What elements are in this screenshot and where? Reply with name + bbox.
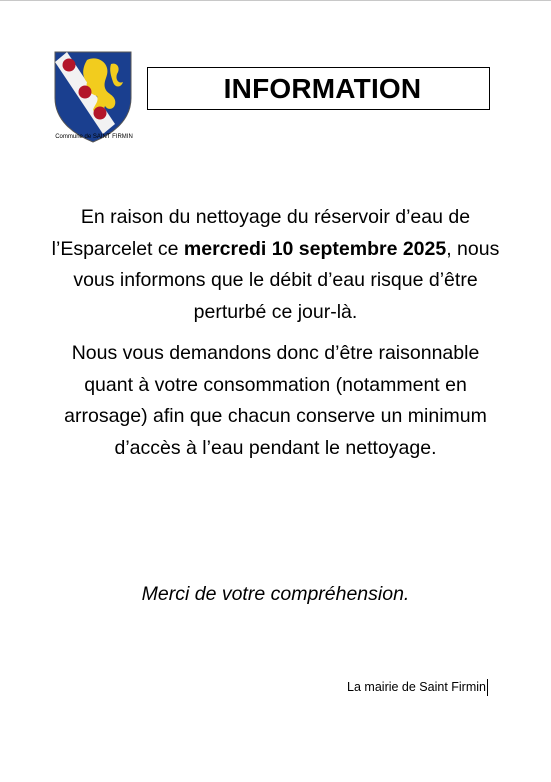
text-cursor (487, 679, 488, 696)
thanks-line: Merci de votre compréhension. (141, 583, 410, 605)
signature: La mairie de Saint Firmin (347, 680, 486, 694)
municipal-crest-logo (53, 50, 133, 146)
paragraph-1-text-end: , nous vous informons que le débit d’eau risque d’être perturbé ce jour-là. (73, 237, 500, 323)
page-title: INFORMATION (223, 72, 422, 104)
event-date: mercredi 10 septembre 2025 (183, 237, 447, 260)
title-box (147, 67, 490, 110)
notice-paragraph-2: Nous vous demandons donc d’être raisonnable quant à votre consommation (notamment en arrosage) afin que chacun conserve un minimum d’accès à l’eau pendant le nettoyage. (64, 342, 487, 459)
notice-paragraph-1 (48, 202, 503, 328)
notice-body (48, 202, 503, 464)
crest-caption: Commune de SAINT FIRMIN (55, 134, 133, 140)
page-top-border (0, 0, 551, 1)
paragraph-1-text-start: En raison du nettoyage du réservoir d’eau de l’Esparcelet ce (51, 206, 471, 260)
